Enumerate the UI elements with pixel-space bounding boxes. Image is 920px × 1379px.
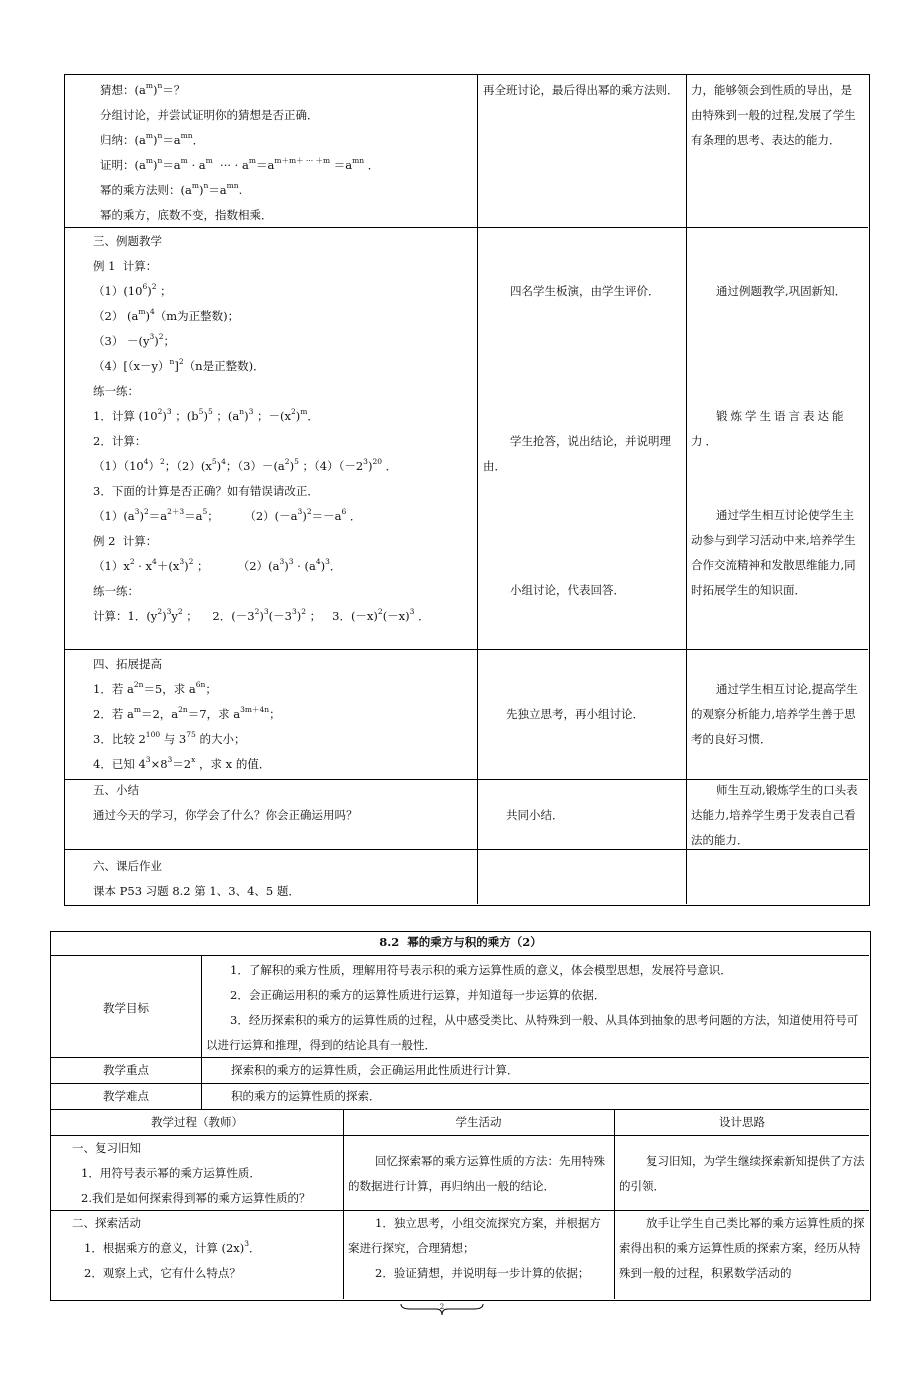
text-line: 4．已知 $4^3\times 8^3=2^x$ ，求 x 的值． [93, 755, 271, 771]
objectives-label: 教学目标 [103, 1001, 149, 1015]
objective-item: 2．会正确运用积的乘方的运算性质进行运算，并知道每一步运算的依据． [230, 988, 606, 1002]
difficulty-text: 积的乘方的运算性质的探索． [231, 1089, 381, 1103]
row5-teacher-cell [93, 854, 473, 904]
page-number: 2 [439, 1303, 445, 1311]
column-divider [343, 1109, 344, 1299]
column-divider [614, 1109, 615, 1299]
text-line: 例 2 计算： [93, 534, 158, 548]
text-line: 3．下面的计算是否正确？如有错误请改正． [93, 484, 319, 498]
section-heading: 三、例题教学 [93, 234, 162, 248]
text-line: 猜想：$(a^m)^n=$？ [100, 81, 186, 97]
text-line: 课本 P53 习题 8.2 第 1、3、4、5 题． [93, 884, 300, 898]
row3-design: 通过学生相互讨论,提高学生的观察分析能力,培养学生善于思考的良好习惯． [691, 682, 858, 746]
text-line: （2） $(a^m)^4(m$为正整数)； [93, 307, 240, 323]
row4-design: 师生互动,锻炼学生的口头表达能力,培养学生勇于发表自己看法的能力． [691, 783, 858, 847]
text-line: 练一练： [93, 384, 139, 398]
objective-item: 3．经历探索积的乘方的运算性质的过程，从中感受类比、从特殊到一般、从具体到抽象的思考问题的方法，知道使用符号可以进行运算和推理，得到的结论具有一般性． [206, 1013, 859, 1052]
text-line: 1．若 $a^{2n}=5$，求 $a^{6n}$； [93, 680, 217, 696]
text-line: 1．计算 $(10^2)^3$ ；$(b^5)^5$ ；$(a^n)^3$ ；$-(x^2)^m$． [93, 407, 319, 423]
objective-item: 1．了解积的乘方性质，理解用符号表示积的乘方运算性质的意义，体会模型思想，发展符号意识． [230, 963, 732, 977]
row-divider [51, 955, 869, 956]
row3-student: 先独立思考，再小组讨论． [506, 707, 644, 721]
row4-student: 共同小结． [506, 808, 564, 822]
text-line: $(1)(10^6)^2$ ； [93, 282, 172, 298]
review-student: 回忆探索幂的乘方运算性质的方法：先用特殊的数据进行计算，再归纳出一般的结论． [348, 1154, 605, 1193]
row2-design-3: 通过学生相互讨论使学生主动参与到学习活动中来,培养学生合作交流精神和发散思维能力,同时拓展学生的知识面． [691, 508, 856, 597]
section-heading: 五、小结 [93, 783, 139, 797]
row2-design-2: 锻炼学生语言表达能力． [691, 409, 847, 448]
text-line: 2．计算： [93, 434, 147, 448]
header-student: 学生活动 [455, 1115, 502, 1129]
text-line: 例 1 计算： [93, 259, 158, 273]
text-line: $(1)(10^4)^2$；$(2)(x^5)^4$；$(3)-(a^2)^5$ ；$(4)(-2^3)^{20}$ ． [93, 457, 398, 473]
review-teacher-cell [72, 1136, 342, 1211]
section-heading: 一、复习旧知 [72, 1141, 141, 1155]
row2-student-2: 学生抢答，说出结论，并说明理由． [483, 434, 671, 473]
column-divider [201, 955, 202, 1109]
text-line: 计算：1．$(y^2)^3y^2$ ； 2．$(-3^2)^3(-3^3)^2$ ； 3．$(-x)^2(-x)^3$ ． [93, 607, 430, 623]
text-line: 幂的乘方法则：$(a^m)^n=a^{mn}$. [100, 181, 243, 197]
text-line: 分组讨论，并尝试证明你的猜想是否正确． [100, 108, 319, 122]
text-line: 通过今天的学习，你学会了什么？你会正确运用吗？ [93, 808, 358, 822]
text-line: $(3) -(y^3)^2$； [93, 332, 176, 348]
explore-design: 放手让学生自己类比幂的乘方运算性质的探索得出积的乘方运算性质的探索方案，经历从特殊到一般的过程，积累数学活动的 [619, 1216, 865, 1280]
row2-teacher-cell [93, 229, 473, 629]
row1-design-cell: 力，能够领会到性质的导出，是由特殊到一般的过程,发展了学生有条理的思考、表达的能力． [691, 83, 856, 147]
text-line: 练一练： [93, 584, 139, 598]
section-heading: 四、拓展提高 [93, 657, 162, 671]
text-line: 2．观察上式，它有什么特点？ [84, 1266, 241, 1280]
row-divider [65, 649, 868, 650]
row3-teacher-cell [93, 652, 473, 777]
row1-teacher-cell [100, 78, 472, 228]
explore-teacher-cell [72, 1211, 342, 1286]
text-line: 2．若 $a^m=2$，$a^{2n}=7$，求 $a^{3m+4n}$； [93, 705, 281, 721]
text-line: 证明：$(a^m)^n=a^m \cdot a^m$ ··· · $a^m=a^{m+m+ \cdot\cdot\cdot +m} =a^{mn}$ ． [100, 156, 380, 172]
difficulty-label: 教学难点 [103, 1089, 149, 1103]
text-line: 2.我们是如何探索得到幂的乘方运算性质的？ [81, 1191, 311, 1205]
text-line: 幂的乘方，底数不变，指数相乘． [100, 208, 273, 222]
header-design: 设计思路 [719, 1115, 765, 1129]
section-title: 8.2 幂的乘方与积的乘方（2） [379, 935, 542, 949]
text-line: 1．独立思考，小组交流探究方案，并根据方案进行探究，合理猜想； [348, 1216, 601, 1255]
key-text: 探索积的乘方的运算性质，会正确运用此性质进行计算． [231, 1063, 519, 1077]
text-line: $(1)x^2 \cdot x^4+(x^3)^2$ ； $(2)(a^3)^3 \cdot (a^4)^3$． [93, 557, 342, 573]
text-line: $(1)(a^3)^2=a^{2+3}=a^5$； $(2)(-a^3)^2=-a^6$ ． [93, 507, 362, 523]
text-line: 3．比较 $2^{100}$ 与 $3^{75}$ 的大小； [93, 730, 246, 746]
row2-student-1: 四名学生板演，由学生评价． [510, 284, 660, 298]
section-heading: 二、探索活动 [72, 1216, 141, 1230]
text-line: $(4)[(x-y)^n]^2(n$是正整数)． [93, 357, 265, 373]
text-line: 1．用符号表示幂的乘方运算性质． [81, 1166, 261, 1180]
review-design: 复习旧知，为学生继续探索新知提供了方法的引领． [619, 1154, 865, 1193]
row1-student-cell: 再全班讨论，最后得出幂的乘方法则． [483, 83, 679, 97]
text-line: 2．验证猜想，并说明每一步计算的依据； [375, 1266, 590, 1280]
row2-design-1: 通过例题教学,巩固新知． [716, 284, 847, 298]
section-heading: 六、课后作业 [93, 859, 162, 873]
text-line: 1．根据乘方的意义，计算 $(2x)^3$． [84, 1239, 261, 1255]
explore-student-cell [348, 1211, 610, 1286]
header-teacher: 教学过程（教师） [151, 1115, 243, 1129]
row2-student-3: 小组讨论，代表回答． [510, 583, 625, 597]
text-line: 归纳：$(a^m)^n=a^{mn}$． [100, 131, 205, 147]
key-label: 教学重点 [103, 1063, 149, 1077]
objectives-cell [206, 958, 866, 1058]
row4-teacher-cell [93, 778, 473, 828]
